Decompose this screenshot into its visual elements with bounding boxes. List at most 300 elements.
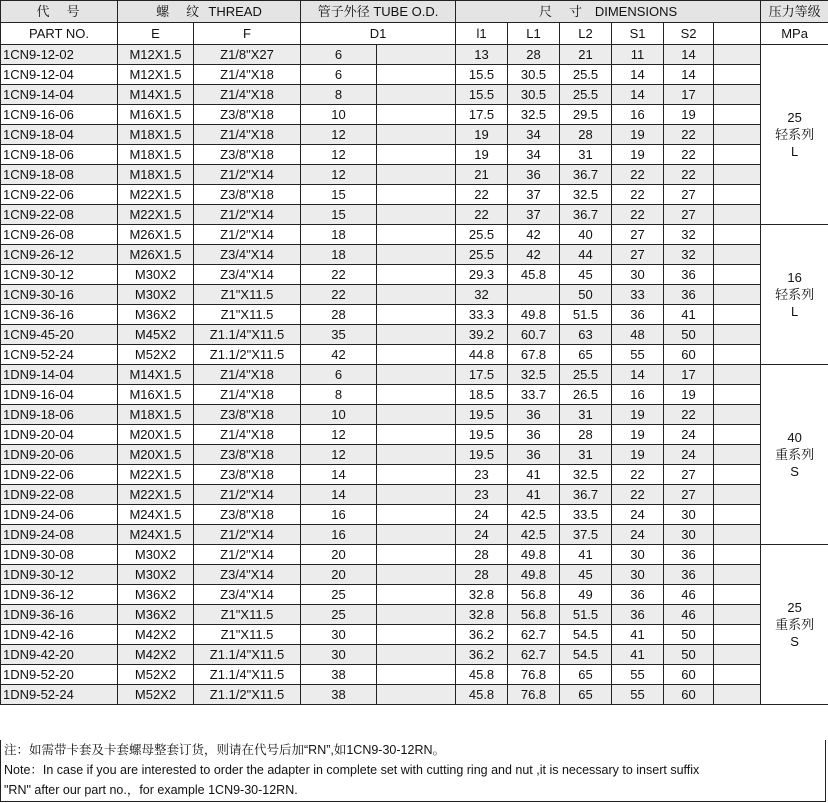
dim-s1-cell: 22 [612,205,664,225]
thread-f-cell: Z1/2"X14 [194,545,301,565]
header-row-1 [1,1,828,23]
tube-od-cell: 12 [301,425,377,445]
thread-e-cell: M30X2 [118,265,194,285]
dim-l1-cell: 28 [456,565,508,585]
dim-s1-cell: 55 [612,345,664,365]
dim-L1-cell: 56.8 [508,585,560,605]
header-part-no-cn: 代 号 [1,1,118,23]
dim-l1-cell: 19.5 [456,405,508,425]
dim-s1-cell: 24 [612,505,664,525]
dim-L2-cell: 36.7 [560,205,612,225]
dim-s2-cell: 24 [664,425,714,445]
tube-od-blank-cell [377,85,456,105]
part-no-cell: 1CN9-12-04 [1,65,118,85]
dim-L1-cell: 56.8 [508,605,560,625]
part-no-cell: 1CN9-18-08 [1,165,118,185]
dim-s2-cell: 36 [664,265,714,285]
tube-od-cell: 20 [301,565,377,585]
dim-s2-cell: 60 [664,685,714,705]
dim-L2-cell: 41 [560,545,612,565]
part-no-cell: 1DN9-36-12 [1,585,118,605]
tube-od-blank-cell [377,305,456,325]
table-row [1,685,828,705]
tube-od-blank-cell [377,505,456,525]
thread-e-cell: M45X2 [118,325,194,345]
dim-l1-cell: 21 [456,165,508,185]
thread-f-cell: Z3/4"X14 [194,245,301,265]
thread-f-cell: Z1/2"X14 [194,165,301,185]
tube-od-cell: 35 [301,325,377,345]
part-no-cell: 1DN9-20-04 [1,425,118,445]
dim-L1-cell: 49.8 [508,545,560,565]
pressure-code: S [790,634,799,649]
dim-l1-cell: 44.8 [456,345,508,365]
part-no-cell: 1CN9-30-12 [1,265,118,285]
thread-e-cell: M18X1.5 [118,125,194,145]
dim-s2-cell: 50 [664,645,714,665]
thread-f-cell: Z3/8"X18 [194,405,301,425]
thread-e-cell: M52X2 [118,685,194,705]
dim-blank-cell [714,105,761,125]
thread-f-cell: Z1.1/2"X11.5 [194,685,301,705]
dim-s1-cell: 19 [612,445,664,465]
pressure-group-cell [761,545,828,705]
tube-od-blank-cell [377,105,456,125]
dim-l1-cell: 17.5 [456,105,508,125]
dim-s2-cell: 22 [664,165,714,185]
tube-od-cell: 12 [301,125,377,145]
thread-e-cell: M16X1.5 [118,105,194,125]
tube-od-blank-cell [377,645,456,665]
thread-f-cell: Z1/2"X14 [194,485,301,505]
dim-blank-cell [714,645,761,665]
dim-L2-cell: 31 [560,445,612,465]
dim-blank-cell [714,385,761,405]
table-row [1,465,828,485]
dim-L2-cell: 28 [560,125,612,145]
tube-od-blank-cell [377,425,456,445]
tube-od-cell: 10 [301,105,377,125]
tube-od-cell: 14 [301,465,377,485]
pressure-group-cell [761,45,828,225]
tube-od-cell: 16 [301,525,377,545]
dim-L2-cell: 63 [560,325,612,345]
header-col-L1: L1 [508,23,560,45]
tube-od-cell: 12 [301,445,377,465]
tube-od-blank-cell [377,585,456,605]
dim-blank-cell [714,685,761,705]
tube-od-blank-cell [377,625,456,645]
footnote [0,740,826,802]
part-no-cell: 1CN9-30-16 [1,285,118,305]
dim-s1-cell: 30 [612,565,664,585]
dim-L1-cell: 36 [508,405,560,425]
dim-blank-cell [714,305,761,325]
dim-s2-cell: 46 [664,585,714,605]
tube-od-cell: 6 [301,45,377,65]
dim-l1-cell: 24 [456,525,508,545]
dim-s2-cell: 46 [664,605,714,625]
dim-L1-cell: 41 [508,465,560,485]
thread-e-cell: M52X2 [118,345,194,365]
pressure-value: 25 [787,110,802,125]
table-body [1,45,828,705]
dim-L1-cell: 28 [508,45,560,65]
dim-L1-cell: 36 [508,425,560,445]
dim-L2-cell: 36.7 [560,485,612,505]
dim-s2-cell: 32 [664,245,714,265]
dim-s2-cell: 36 [664,545,714,565]
thread-e-cell: M20X1.5 [118,425,194,445]
tube-od-blank-cell [377,485,456,505]
thread-f-cell: Z3/4"X14 [194,585,301,605]
thread-f-cell: Z1/4"X18 [194,425,301,445]
dim-L1-cell: 62.7 [508,625,560,645]
part-no-cell: 1DN9-42-16 [1,625,118,645]
pressure-series: 轻系列 [775,127,815,142]
pressure-code: S [790,464,799,479]
tube-od-cell: 38 [301,665,377,685]
pressure-group-cell [761,365,828,545]
table-row [1,225,828,245]
dim-l1-cell: 22 [456,185,508,205]
dim-blank-cell [714,125,761,145]
tube-od-cell: 38 [301,685,377,705]
part-no-cell: 1CN9-22-08 [1,205,118,225]
table-row [1,265,828,285]
pressure-value: 16 [787,270,802,285]
dim-s2-cell: 32 [664,225,714,245]
thread-e-cell: M30X2 [118,565,194,585]
table-row [1,565,828,585]
dim-L2-cell: 28 [560,425,612,445]
thread-f-cell: Z3/4"X14 [194,565,301,585]
thread-f-cell: Z3/8"X18 [194,465,301,485]
table-row [1,605,828,625]
tube-od-cell: 25 [301,605,377,625]
dim-L1-cell: 45.8 [508,265,560,285]
dim-s1-cell: 19 [612,425,664,445]
tube-od-blank-cell [377,125,456,145]
dim-L2-cell: 37.5 [560,525,612,545]
dim-s2-cell: 60 [664,345,714,365]
tube-od-cell: 6 [301,65,377,85]
dim-s2-cell: 50 [664,325,714,345]
header-col-s2: S2 [664,23,714,45]
dim-l1-cell: 19 [456,125,508,145]
tube-od-cell: 18 [301,225,377,245]
dim-s1-cell: 55 [612,685,664,705]
thread-e-cell: M42X2 [118,645,194,665]
pressure-series: 重系列 [775,617,815,632]
dim-l1-cell: 22 [456,205,508,225]
dim-s1-cell: 55 [612,665,664,685]
thread-f-cell: Z3/8"X18 [194,445,301,465]
thread-e-cell: M12X1.5 [118,45,194,65]
dim-blank-cell [714,665,761,685]
dim-L2-cell: 25.5 [560,365,612,385]
dim-blank-cell [714,345,761,365]
table-row [1,145,828,165]
dim-L1-cell: 60.7 [508,325,560,345]
table-row [1,445,828,465]
dim-s2-cell: 41 [664,305,714,325]
dim-s1-cell: 19 [612,125,664,145]
dim-blank-cell [714,605,761,625]
dim-blank-cell [714,185,761,205]
dim-blank-cell [714,425,761,445]
table-row [1,665,828,685]
dim-s2-cell: 27 [664,465,714,485]
header-pressure-unit: MPa [761,23,828,45]
dim-s2-cell: 27 [664,205,714,225]
table-row [1,625,828,645]
part-no-cell: 1DN9-18-06 [1,405,118,425]
dim-s1-cell: 24 [612,525,664,545]
table-row [1,345,828,365]
tube-od-cell: 14 [301,485,377,505]
dim-s2-cell: 30 [664,505,714,525]
dim-L2-cell: 33.5 [560,505,612,525]
dim-l1-cell: 13 [456,45,508,65]
table-row [1,125,828,145]
thread-f-cell: Z1.1/4"X11.5 [194,645,301,665]
thread-e-cell: M22X1.5 [118,485,194,505]
dim-L1-cell: 33.7 [508,385,560,405]
table-row [1,405,828,425]
dim-L1-cell: 42.5 [508,505,560,525]
table-row [1,85,828,105]
tube-od-cell: 10 [301,405,377,425]
part-no-cell: 1DN9-30-12 [1,565,118,585]
dim-l1-cell: 33.3 [456,305,508,325]
dim-blank-cell [714,285,761,305]
part-no-cell: 1DN9-22-08 [1,485,118,505]
thread-f-cell: Z1"X11.5 [194,305,301,325]
dim-L1-cell: 36 [508,445,560,465]
table-row [1,545,828,565]
thread-f-cell: Z1/4"X18 [194,65,301,85]
thread-e-cell: M18X1.5 [118,165,194,185]
dim-l1-cell: 15.5 [456,85,508,105]
dim-blank-cell [714,505,761,525]
thread-f-cell: Z1/2"X14 [194,205,301,225]
part-no-cell: 1CN9-45-20 [1,325,118,345]
part-no-cell: 1CN9-52-24 [1,345,118,365]
table-row [1,645,828,665]
dim-L2-cell: 45 [560,265,612,285]
tube-od-blank-cell [377,605,456,625]
dim-s1-cell: 30 [612,545,664,565]
dim-L1-cell: 30.5 [508,65,560,85]
part-no-cell: 1DN9-36-16 [1,605,118,625]
thread-e-cell: M24X1.5 [118,525,194,545]
dim-l1-cell: 45.8 [456,665,508,685]
dim-blank-cell [714,245,761,265]
dim-l1-cell: 23 [456,465,508,485]
part-no-cell: 1DN9-52-24 [1,685,118,705]
dim-s1-cell: 16 [612,105,664,125]
dim-s1-cell: 16 [612,385,664,405]
dim-s2-cell: 36 [664,565,714,585]
dim-s1-cell: 36 [612,305,664,325]
dim-l1-cell: 19 [456,145,508,165]
dim-s1-cell: 19 [612,145,664,165]
tube-od-cell: 8 [301,385,377,405]
dim-s2-cell: 50 [664,625,714,645]
dim-s1-cell: 22 [612,185,664,205]
thread-f-cell: Z1.1/4"X11.5 [194,665,301,685]
table-row [1,305,828,325]
dim-L1-cell: 42 [508,225,560,245]
tube-od-blank-cell [377,45,456,65]
dim-s2-cell: 17 [664,365,714,385]
thread-f-cell: Z3/8"X18 [194,185,301,205]
pressure-group-cell [761,225,828,365]
part-no-cell: 1DN9-14-04 [1,365,118,385]
dim-L2-cell: 45 [560,565,612,585]
dim-L1-cell: 32.5 [508,105,560,125]
thread-e-cell: M18X1.5 [118,405,194,425]
pressure-series: 轻系列 [775,287,815,302]
dim-blank-cell [714,205,761,225]
dim-s2-cell: 19 [664,385,714,405]
part-no-cell: 1DN9-30-08 [1,545,118,565]
tube-od-blank-cell [377,145,456,165]
dim-l1-cell: 19.5 [456,445,508,465]
table-row [1,585,828,605]
dim-s2-cell: 24 [664,445,714,465]
dim-L2-cell: 54.5 [560,645,612,665]
tube-od-cell: 16 [301,505,377,525]
dim-L2-cell: 31 [560,405,612,425]
pressure-code: L [790,304,799,319]
dim-L2-cell: 51.5 [560,305,612,325]
dim-blank-cell [714,265,761,285]
part-no-cell: 1DN9-24-08 [1,525,118,545]
tube-od-blank-cell [377,565,456,585]
dim-L2-cell: 25.5 [560,65,612,85]
pressure-value: 25 [787,600,802,615]
thread-e-cell: M22X1.5 [118,205,194,225]
table-row [1,185,828,205]
dim-L1-cell: 34 [508,125,560,145]
dim-s2-cell: 14 [664,45,714,65]
thread-e-cell: M36X2 [118,305,194,325]
dim-s1-cell: 27 [612,225,664,245]
footnote-en-line2: "RN" after our part no.，for example 1CN9-30-12RN. [4,783,298,797]
dim-blank-cell [714,565,761,585]
tube-od-blank-cell [377,365,456,385]
dim-blank-cell [714,45,761,65]
dim-L2-cell: 65 [560,665,612,685]
tube-od-blank-cell [377,665,456,685]
header-col-s1: S1 [612,23,664,45]
tube-od-cell: 28 [301,305,377,325]
dim-L2-cell: 65 [560,685,612,705]
dim-blank-cell [714,85,761,105]
dim-l1-cell: 24 [456,505,508,525]
dim-s2-cell: 22 [664,125,714,145]
thread-f-cell: Z1/4"X18 [194,385,301,405]
tube-od-cell: 6 [301,365,377,385]
dim-s2-cell: 27 [664,485,714,505]
tube-od-blank-cell [377,385,456,405]
header-col-blank [714,23,761,45]
thread-e-cell: M24X1.5 [118,505,194,525]
dim-s2-cell: 60 [664,665,714,685]
tube-od-blank-cell [377,685,456,705]
dim-s2-cell: 19 [664,105,714,125]
tube-od-cell: 12 [301,145,377,165]
tube-od-blank-cell [377,465,456,485]
thread-e-cell: M12X1.5 [118,65,194,85]
thread-e-cell: M18X1.5 [118,145,194,165]
thread-f-cell: Z1.1/2"X11.5 [194,345,301,365]
dim-blank-cell [714,325,761,345]
dim-l1-cell: 45.8 [456,685,508,705]
part-no-cell: 1CN9-16-06 [1,105,118,125]
tube-od-blank-cell [377,325,456,345]
part-no-cell: 1CN9-22-06 [1,185,118,205]
tube-od-cell: 30 [301,625,377,645]
dim-s1-cell: 14 [612,365,664,385]
dim-L2-cell: 25.5 [560,85,612,105]
dim-s2-cell: 14 [664,65,714,85]
thread-f-cell: Z1"X11.5 [194,625,301,645]
thread-e-cell: M42X2 [118,625,194,645]
part-no-cell: 1DN9-20-06 [1,445,118,465]
dim-L1-cell: 36 [508,165,560,185]
table-row [1,525,828,545]
dim-s1-cell: 11 [612,45,664,65]
dim-l1-cell: 25.5 [456,245,508,265]
table-row [1,425,828,445]
dim-s1-cell: 48 [612,325,664,345]
dim-L2-cell: 32.5 [560,465,612,485]
part-no-cell: 1CN9-14-04 [1,85,118,105]
table-row [1,205,828,225]
dim-L2-cell: 49 [560,585,612,605]
dim-l1-cell: 23 [456,485,508,505]
thread-e-cell: M20X1.5 [118,445,194,465]
header-part-no: PART NO. [1,23,118,45]
dim-L1-cell: 49.8 [508,305,560,325]
header-col-L2: L2 [560,23,612,45]
thread-f-cell: Z1/8"X27 [194,45,301,65]
dim-blank-cell [714,525,761,545]
dim-s2-cell: 22 [664,405,714,425]
header-pressure-cn: 压力等级 [761,1,828,23]
dim-s1-cell: 41 [612,625,664,645]
dim-L1-cell: 34 [508,145,560,165]
dim-s1-cell: 30 [612,265,664,285]
dim-s1-cell: 36 [612,585,664,605]
header-col-f: F [194,23,301,45]
header-thread: 螺 纹 THREAD [118,1,301,23]
dim-L2-cell: 29.5 [560,105,612,125]
dim-s1-cell: 22 [612,165,664,185]
part-no-cell: 1CN9-36-16 [1,305,118,325]
tube-od-cell: 12 [301,165,377,185]
dim-L1-cell: 62.7 [508,645,560,665]
tube-od-blank-cell [377,65,456,85]
dim-blank-cell [714,65,761,85]
thread-f-cell: Z1"X11.5 [194,285,301,305]
dim-L2-cell: 50 [560,285,612,305]
footnote-en-line1: Note：In case if you are interested to order the adapter in complete set with cutting ring and nut ,it is necessary to insert suffix [4,763,700,777]
thread-f-cell: Z1/4"X18 [194,365,301,385]
